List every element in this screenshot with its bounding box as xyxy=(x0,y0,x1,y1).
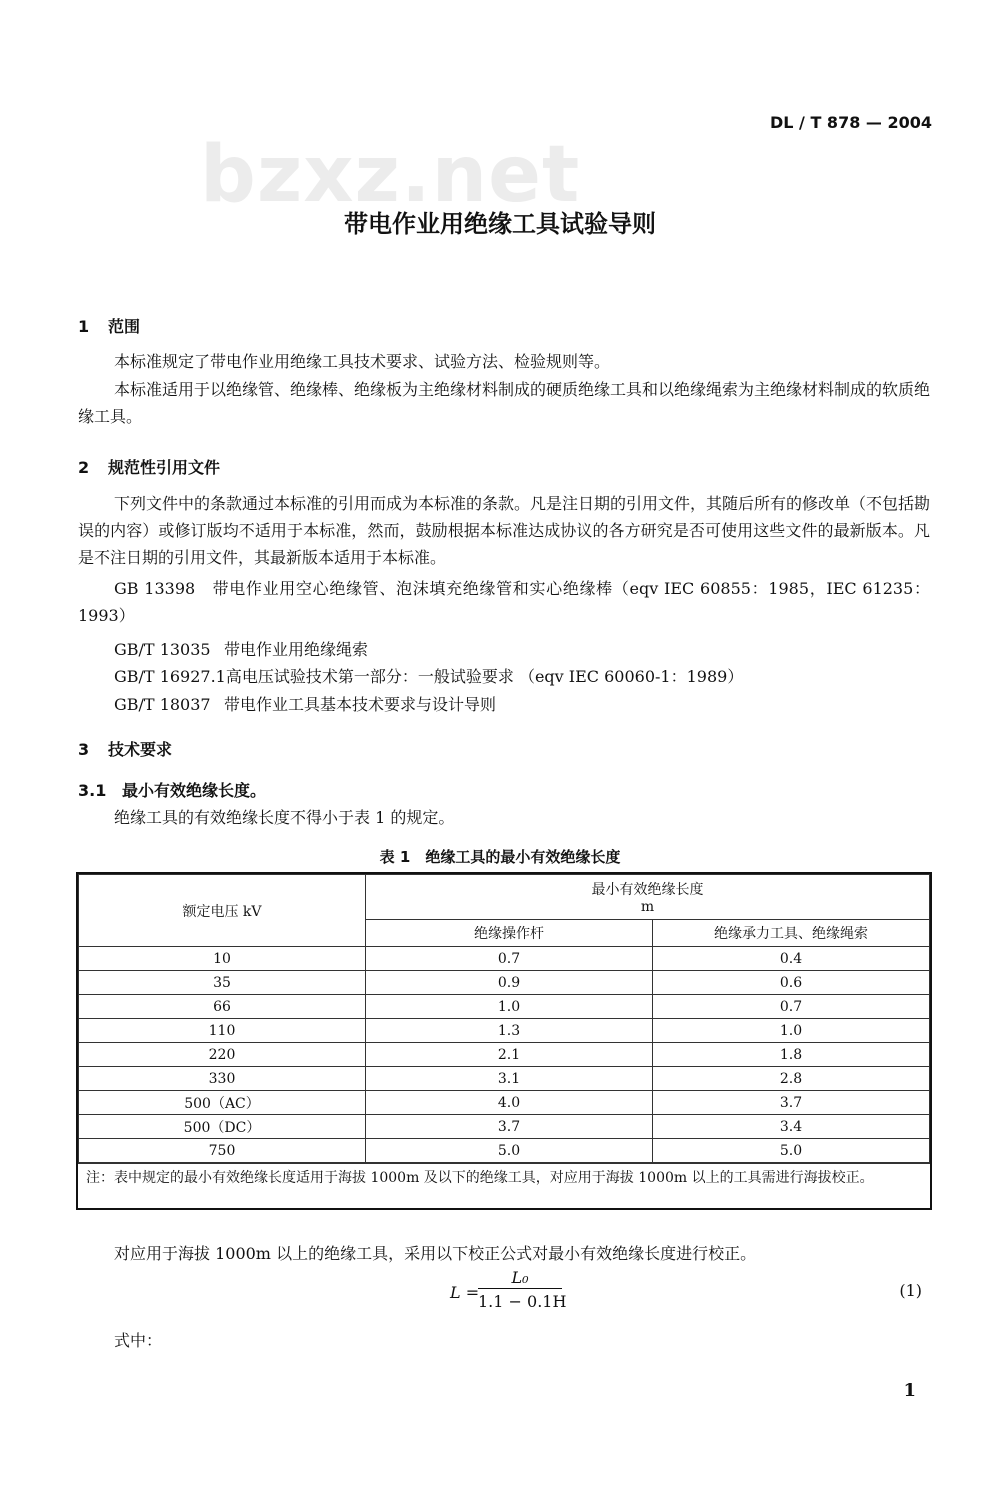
cell-operating-rod: 1.0 xyxy=(366,995,653,1019)
reference-code: GB 13398 xyxy=(114,579,196,598)
header-unit: m xyxy=(640,899,655,915)
cell-load-tools: 3.4 xyxy=(653,1115,930,1139)
table-note: 注：表中规定的最小有效绝缘长度适用于海拔 1000m 及以下的绝缘工具，对应用于海拔 1000m 以上的工具需进行海拔校正。 xyxy=(78,1163,930,1190)
table-row xyxy=(79,1139,930,1163)
formula-lhs: L = xyxy=(450,1283,480,1302)
reference-item xyxy=(114,637,368,660)
reference-title: 带电作业用空心绝缘管、泡沫填充绝缘管和实心绝缘棒（eqv IEC 60855：1985，IEC 61235：1993） xyxy=(78,579,930,625)
section-title: 范围 xyxy=(108,317,141,336)
header-min-length xyxy=(366,875,930,920)
cell-load-tools: 0.6 xyxy=(653,971,930,995)
table-row xyxy=(79,1067,930,1091)
correction-paragraph: 对应用于海拔 1000m 以上的绝缘工具，采用以下校正公式对最小有效绝缘长度进行校正。 xyxy=(114,1244,757,1263)
reference-title: 高电压试验技术第一部分：一般试验要求 （eqv IEC 60060-1：1989） xyxy=(225,667,744,686)
subsection-3-1-heading xyxy=(78,778,266,801)
standard-code: DL / T 878 — 2004 xyxy=(769,113,932,132)
subsection-3-1-paragraph: 绝缘工具的有效绝缘长度不得小于表 1 的规定。 xyxy=(114,808,455,827)
table-row xyxy=(79,971,930,995)
table-row xyxy=(79,1043,930,1067)
cell-operating-rod: 5.0 xyxy=(366,1139,653,1163)
cell-voltage: 750 xyxy=(79,1139,366,1163)
watermark: bzxz.net xyxy=(200,130,581,220)
table-row xyxy=(79,995,930,1019)
page-number: 1 xyxy=(903,1380,916,1401)
document-title: 带电作业用绝缘工具试验导则 xyxy=(344,210,656,238)
section-number: 1 xyxy=(78,317,90,336)
cell-voltage: 10 xyxy=(79,947,366,971)
header-rated-voltage: 额定电压 kV xyxy=(79,875,366,947)
section-number: 2 xyxy=(78,458,90,477)
reference-code: GB/T 18037 xyxy=(114,695,211,714)
cell-voltage: 35 xyxy=(79,971,366,995)
cell-operating-rod: 3.1 xyxy=(366,1067,653,1091)
formula-fraction xyxy=(478,1268,567,1311)
header-load-tools-ropes: 绝缘承力工具、绝缘绳索 xyxy=(653,920,930,947)
cell-load-tools: 1.0 xyxy=(653,1019,930,1043)
reference-item xyxy=(114,692,496,715)
section-1-paragraph-1: 本标准规定了带电作业用绝缘工具技术要求、试验方法、检验规则等。 xyxy=(114,352,611,371)
reference-title: 带电作业用绝缘绳索 xyxy=(224,640,369,659)
section-3-heading xyxy=(78,737,172,760)
table-caption: 表 1 绝缘工具的最小有效绝缘长度 xyxy=(379,848,621,866)
cell-load-tools: 2.8 xyxy=(653,1067,930,1091)
reference-title: 带电作业工具基本技术要求与设计导则 xyxy=(224,695,497,714)
cell-voltage: 330 xyxy=(79,1067,366,1091)
section-1-paragraph-2: 本标准适用于以绝缘管、绝缘棒、绝缘板为主绝缘材料制成的硬质绝缘工具和以绝缘绳索为主绝缘材料制成的软质绝缘工具。 xyxy=(78,380,931,426)
cell-operating-rod: 4.0 xyxy=(366,1091,653,1115)
cell-voltage: 66 xyxy=(79,995,366,1019)
formula-numerator: L₀ xyxy=(478,1268,562,1289)
section-title: 规范性引用文件 xyxy=(108,458,221,477)
cell-operating-rod: 0.9 xyxy=(366,971,653,995)
reference-code: GB/T 13035 xyxy=(114,640,211,659)
section-title: 技术要求 xyxy=(108,740,173,759)
cell-voltage: 500（AC） xyxy=(79,1091,366,1115)
section-1-heading xyxy=(78,314,140,337)
cell-voltage: 500（DC） xyxy=(79,1115,366,1139)
cell-operating-rod: 1.3 xyxy=(366,1019,653,1043)
cell-voltage: 220 xyxy=(79,1043,366,1067)
cell-load-tools: 5.0 xyxy=(653,1139,930,1163)
cell-load-tools: 0.7 xyxy=(653,995,930,1019)
reference-item xyxy=(114,664,743,687)
cell-operating-rod: 2.1 xyxy=(366,1043,653,1067)
table-1 xyxy=(76,872,932,1210)
cell-operating-rod: 3.7 xyxy=(366,1115,653,1139)
section-2-paragraph-1: 下列文件中的条款通过本标准的引用而成为本标准的条款。凡是注日期的引用文件，其随后所有的修改单（不包括勘误的内容）或修订版均不适用于本标准，然而，鼓励根据本标准达成协议的各方研究是否可使用这些文件的最新版本。凡是不注日期的引用文件，其最新版本适用于本标准。 xyxy=(78,494,931,567)
table-grid xyxy=(78,874,930,1163)
subsection-number: 3.1 xyxy=(78,781,107,800)
where-label: 式中： xyxy=(114,1331,163,1350)
section-2-heading xyxy=(78,455,220,478)
reference-code: GB/T 16927.1 xyxy=(114,667,226,686)
cell-load-tools: 0.4 xyxy=(653,947,930,971)
header-min-length-label: 最小有效绝缘长度 xyxy=(591,882,704,898)
formula-denominator: 1.1 − 0.1H xyxy=(478,1292,567,1311)
subsection-title: 最小有效绝缘长度。 xyxy=(122,781,267,800)
equation-number: (1) xyxy=(899,1281,922,1300)
header-operating-rod: 绝缘操作杆 xyxy=(366,920,653,947)
cell-operating-rod: 0.7 xyxy=(366,947,653,971)
cell-load-tools: 1.8 xyxy=(653,1043,930,1067)
table-row xyxy=(79,1115,930,1139)
table-row xyxy=(79,947,930,971)
table-row xyxy=(79,1091,930,1115)
cell-voltage: 110 xyxy=(79,1019,366,1043)
reference-item xyxy=(78,575,930,629)
cell-load-tools: 3.7 xyxy=(653,1091,930,1115)
table-row xyxy=(79,1019,930,1043)
section-number: 3 xyxy=(78,740,90,759)
